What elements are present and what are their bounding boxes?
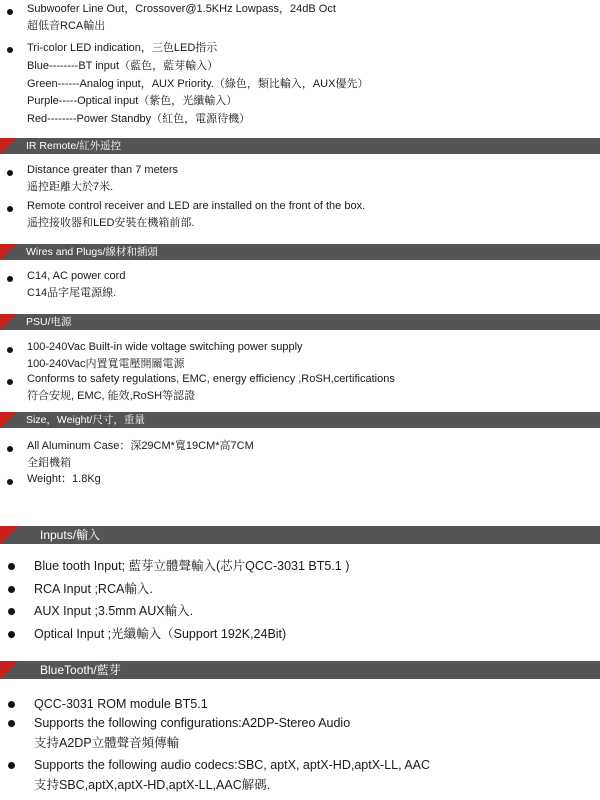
item-text: C14品字尾電源線.: [27, 287, 117, 299]
bullet-icon: [7, 47, 13, 53]
item-text: All Aluminum Case：深29CM*寬19CM*高7CM: [27, 440, 254, 452]
bullet-icon: [7, 9, 13, 15]
item-text: Supports the following configurations:A2DP-Stereo Audio: [34, 716, 351, 730]
bullet-icon: [7, 479, 13, 485]
section-title: Wires and Plugs/線材和插頭: [26, 246, 158, 258]
item-text: Conforms to safety regulations, EMC, energy efficiency ,RoSH,certifications: [27, 373, 395, 385]
bullet-icon: [8, 701, 15, 708]
item-text: RCA Input ;RCA輸入.: [34, 582, 153, 596]
bullet-icon: [7, 347, 13, 353]
bullet-icon: [7, 206, 13, 212]
item-text: AUX Input ;3.5mm AUX輸入.: [34, 604, 194, 618]
section-marker-icon: [0, 661, 18, 679]
section-title: Inputs/輸入: [40, 528, 101, 542]
bullet-icon: [7, 446, 13, 452]
item-text: C14, AC power cord: [27, 270, 126, 282]
bullet-icon: [8, 586, 15, 593]
item-text: Remote control receiver and LED are installed on the front of the box.: [27, 200, 366, 212]
item-text: QCC-3031 ROM module BT5.1: [34, 697, 208, 711]
item-text: 支持SBC,aptX,aptX-HD,aptX-LL,AAC解碼.: [34, 778, 271, 792]
section-marker-icon: [0, 412, 16, 428]
item-text: Blue tooth Input; 藍芽立體聲輸入(芯片QCC-3031 BT5.1 ): [34, 559, 350, 573]
item-text: Subwoofer Line Out，Crossover@1.5KHz Lowpass，24dB Oct: [27, 3, 336, 15]
item-text: 遥控接收器和LED安裝在機箱前部.: [27, 217, 195, 229]
bullet-icon: [8, 563, 15, 570]
item-text: 支持A2DP立體聲音頻傳輸: [34, 736, 180, 750]
bullet-icon: [7, 379, 13, 385]
bullet-icon: [8, 762, 15, 769]
item-text: Weight：1.8Kg: [27, 473, 101, 485]
bullet-icon: [8, 720, 15, 727]
item-text: 超低音RCA輸出: [27, 20, 106, 32]
section-title: IR Remote/紅外遥控: [26, 140, 122, 152]
section-marker-icon: [0, 314, 16, 330]
item-text: Red--------Power Standby（紅色，電源待機）: [27, 113, 251, 125]
item-text: 100-240Vac Built-in wide voltage switching power supply: [27, 341, 303, 353]
section-marker-icon: [0, 138, 16, 154]
section-header-inputs: [0, 526, 600, 544]
section-header-psu: [0, 314, 600, 330]
bullet-icon: [7, 170, 13, 176]
item-text: 100-240Vac内置寬電壓開關電源: [27, 358, 185, 370]
item-text: Supports the following audio codecs:SBC, aptX, aptX-HD,aptX-LL, AAC: [34, 758, 431, 772]
section-marker-icon: [0, 244, 16, 260]
bullet-icon: [7, 276, 13, 282]
section-header-bluetooth: [0, 661, 600, 679]
bullet-icon: [8, 631, 15, 638]
item-text: Optical Input ;光纖輸入（Support 192K,24Bit): [34, 627, 287, 641]
item-text: 符合安规, EMC, 能效,RoSH等認證: [27, 390, 196, 402]
item-text: Green------Analog input，AUX Priority.（綠色，類比輸入，AUX優先）: [27, 78, 369, 90]
item-text: 遥控距離大於7米.: [27, 181, 114, 193]
bullet-icon: [8, 608, 15, 615]
section-header-wires-plugs: [0, 244, 600, 260]
section-header-ir-remote: [0, 138, 600, 154]
item-text: Distance greater than 7 meters: [27, 164, 179, 176]
item-text: Blue--------BT input（藍色，藍芽輸入）: [27, 60, 219, 72]
item-text: Purple-----Optical input（紫色，光纖輸入）: [27, 95, 238, 107]
item-text: Tri-color LED indication，三色LED指示: [27, 42, 218, 54]
item-text: 全鋁機箱: [27, 457, 71, 469]
section-header-size-weight: [0, 412, 600, 428]
section-title: Size，Weight/尺寸，重量: [26, 414, 145, 426]
section-title: PSU/电源: [26, 316, 72, 328]
section-title: BlueTooth/藍芽: [40, 663, 121, 677]
section-marker-icon: [0, 526, 18, 544]
